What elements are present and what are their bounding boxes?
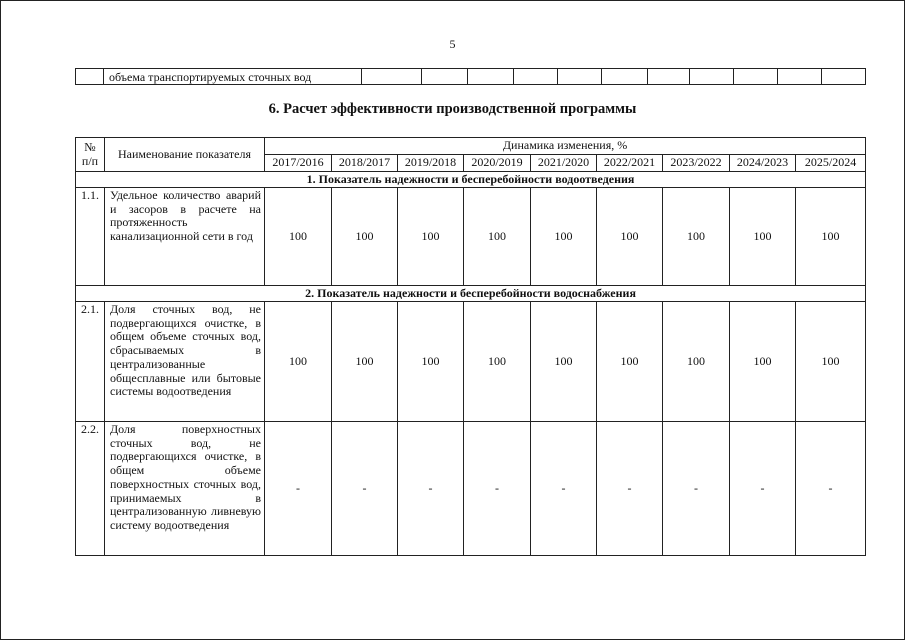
table-row xyxy=(76,302,866,422)
value-cell: 100 xyxy=(332,188,398,286)
value-cell: - xyxy=(265,422,332,556)
indicator-name: Доля сточных вод, не подвергающихся очистке, в общем объеме сточных вод, сбрасываемых в централизованные общесплавные или бытовые системы водоотведения xyxy=(105,302,265,422)
year-header: 2017/2016 xyxy=(265,155,332,172)
indicator-name: Удельное количество аварий и засоров в расчете на протяженность канализационной сети в год xyxy=(105,188,265,286)
header-name: Наименование показателя xyxy=(105,138,265,172)
value-cell: - xyxy=(531,422,597,556)
value-cell: 100 xyxy=(531,302,597,422)
row-number: 1.1. xyxy=(76,188,105,286)
value-cell: 100 xyxy=(730,188,796,286)
continued-table-row xyxy=(75,68,866,85)
value-cell: 100 xyxy=(597,302,663,422)
year-header: 2023/2022 xyxy=(663,155,730,172)
value-cell: 100 xyxy=(265,302,332,422)
year-header: 2019/2018 xyxy=(398,155,464,172)
value-cell: 100 xyxy=(597,188,663,286)
section-title: 1. Показатель надежности и бесперебойности водоотведения xyxy=(76,172,866,188)
value-cell: 100 xyxy=(663,302,730,422)
page-number: 5 xyxy=(449,37,456,51)
table-row xyxy=(76,69,866,85)
value-cell: 100 xyxy=(531,188,597,286)
row-number: 2.2. xyxy=(76,422,105,556)
efficiency-table xyxy=(75,137,866,556)
year-header: 2018/2017 xyxy=(332,155,398,172)
value-cell: 100 xyxy=(730,302,796,422)
value-cell: 100 xyxy=(398,188,464,286)
row-number: 2.1. xyxy=(76,302,105,422)
value-cell: - xyxy=(464,422,531,556)
row-label: объема транспортируемых сточных вод xyxy=(104,69,362,85)
section-row xyxy=(76,286,866,302)
value-cell: - xyxy=(730,422,796,556)
section-heading: 6. Расчет эффективности производственной программы xyxy=(268,101,637,117)
header-dynamics: Динамика изменения, % xyxy=(265,138,866,155)
value-cell: 100 xyxy=(332,302,398,422)
value-cell: - xyxy=(796,422,866,556)
value-cell: - xyxy=(597,422,663,556)
year-header: 2020/2019 xyxy=(464,155,531,172)
indicator-name: Доля поверхностных сточных вод, не подвергающихся очистке, в общем объеме поверхностных сточных вод, принимаемых в централизованную ливневую систему водоотведения xyxy=(105,422,265,556)
section-row xyxy=(76,172,866,188)
value-cell: 100 xyxy=(464,188,531,286)
value-cell: - xyxy=(332,422,398,556)
table-row xyxy=(76,188,866,286)
table-row xyxy=(76,422,866,556)
value-cell: 100 xyxy=(663,188,730,286)
year-header: 2025/2024 xyxy=(796,155,866,172)
value-cell: 100 xyxy=(796,302,866,422)
section-title: 2. Показатель надежности и бесперебойности водоснабжения xyxy=(76,286,866,302)
value-cell: 100 xyxy=(265,188,332,286)
year-header: 2024/2023 xyxy=(730,155,796,172)
value-cell: - xyxy=(663,422,730,556)
header-num: № п/п xyxy=(76,138,105,172)
value-cell: - xyxy=(398,422,464,556)
value-cell: 100 xyxy=(464,302,531,422)
value-cell: 100 xyxy=(796,188,866,286)
year-header: 2022/2021 xyxy=(597,155,663,172)
year-header: 2021/2020 xyxy=(531,155,597,172)
header-row xyxy=(76,138,866,155)
value-cell: 100 xyxy=(398,302,464,422)
